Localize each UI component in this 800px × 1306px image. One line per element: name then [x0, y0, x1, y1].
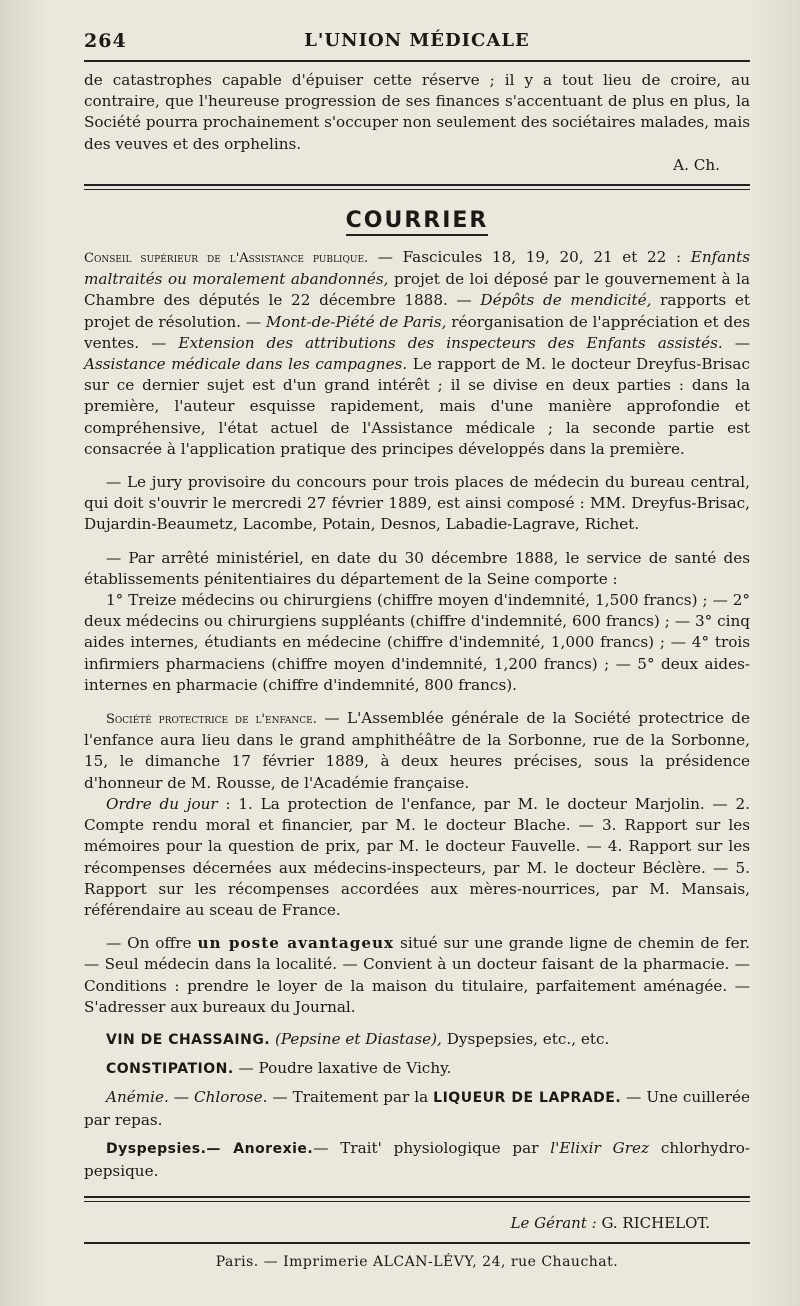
intro-signature: A. Ch. [673, 155, 720, 174]
ad-grez-tail: chlorhydro-pepsique. [84, 1138, 751, 1180]
ad-chassaing-text: Dyspepsies, etc., etc. [441, 1029, 610, 1048]
conseil-text-d: réorganisation de l'appréciation et des ventes. — [84, 312, 751, 352]
intro-signature-line [84, 155, 750, 176]
ad-laprade [84, 1086, 750, 1131]
conseil-italic-e: Assistance médicale dans les campagnes. [84, 355, 408, 374]
ad-laprade-text: — Traitement par la [267, 1087, 434, 1106]
arrete-detail-paragraph [84, 590, 750, 696]
conseil-text-e: — [722, 333, 751, 352]
jury-paragraph [84, 472, 750, 536]
arrete-intro-paragraph [84, 548, 750, 590]
societe-label: Société protectrice de l'enfance. [106, 712, 317, 728]
conseil-text-a: — Fascicules 18, 19, 20, 21 et 22 : [368, 248, 691, 267]
societe-text: — L'Assemblée générale de la Société protectrice de l'enfance aura lieu dans le grand amphithéâtre de la Sorbonne, rue de la Sorbonne, 15, le dimanche 17 février 1889, à deux heures précises, sous la présidence d'honneur de M. Rousse, de l'Académie française. [84, 709, 751, 792]
intro-paragraph [84, 70, 750, 155]
conseil-label: Conseil supérieur de l'Assistance publique. [84, 251, 369, 267]
page-number: 264 [84, 30, 127, 52]
gerant-label: Le Gérant : [510, 1213, 597, 1232]
ad-laprade-italic: Anémie. — Chlorose. [106, 1087, 268, 1106]
arrete-detail-text: 1° Treize médecins ou chirurgiens (chiffre moyen d'indemnité, 1,500 francs) ; — 2° deux médecins ou chirurgiens suppléants (chiffre d'indemnité, 600 francs) ; — 3° cinq aides internes, étudiants en médecine (chiffre d'indemnité, 1,000 francs) ; — 4° trois infirmiers pharmaciens (chiffre moyen d'indemnité, 1,200 francs) ; — 5° deux aides-internes en pharmacie (chiffre d'indemnité, 800 francs). [84, 591, 750, 694]
printer-rule [84, 1242, 750, 1244]
poste-text-a: — On offre [106, 934, 198, 953]
ad-grez [84, 1137, 750, 1182]
conseil-italic-d: Extension des attributions des inspecteurs des Enfants assistés. [178, 333, 723, 352]
ad-constipation-text: — Poudre laxative de Vichy. [233, 1058, 452, 1077]
ad-laprade-tail: — Une cuillerée par repas. [84, 1087, 750, 1129]
ad-chassaing [84, 1028, 750, 1051]
jury-text: — Le jury provisoire du concours pour trois places de médecin du bureau central, qui doit s'ouvrir le mercredi 27 février 1889, est ainsi composé : MM. Dreyfus-Brisac, Dujardin-Beaumetz, Lacombe, Potain, Desnos, Labadie-Lagrave, Richet. [84, 473, 750, 534]
ad-grez-italic: l'Elixir Grez [550, 1138, 650, 1157]
societe-paragraph [84, 708, 750, 794]
conseil-text-f: Le rapport de M. le docteur Dreyfus-Brisac sur ce dernier sujet est d'un grand intérêt ; il se divise en deux parties : dans la première, l'auteur esquisse rapidement, mais d'une manière approfondie et compréhensive, l'état actuel de l'Assistance médicale ; la seconde partie est consacrée à l'application pratique des principes développés dans la première. [84, 355, 750, 458]
poste-bold: un poste avantageux [197, 934, 395, 953]
conseil-text-c: rapports et projet de résolution. — [84, 291, 751, 331]
ad-grez-head: Dyspepsies.— Anorexie. [106, 1140, 314, 1157]
ad-chassaing-italic: (Pepsine et Diastase), [274, 1029, 442, 1048]
ordre-du-jour-label: Ordre du jour [106, 794, 218, 813]
gerant-name: G. RICHELOT. [601, 1213, 710, 1232]
footer-divider [84, 1196, 750, 1202]
ad-laprade-head: LIQUEUR DE LAPRADE. [433, 1089, 622, 1106]
intro-text: de catastrophes capable d'épuiser cette réserve ; il y a tout lieu de croire, au contraire, que l'heureuse progression de ses finances s'accentuant de plus en plus, la Société pourra prochainement s'occuper non seulement des sociétaires malades, mais des veuves et des orphelins. [84, 71, 750, 153]
gerant-line [84, 1214, 750, 1232]
ordre-du-jour-text: : 1. La protection de l'enfance, par M. le docteur Marjolin. — 2. Compte rendu moral et financier, par M. le docteur Blache. — 3. Rapport sur les mémoires pour la question de prix, par M. le docteur Fauvelle. — 4. Rapport sur les récompenses décernées aux médecins-inspecteurs, par M. le docteur Béclère. — 5. Rapport sur les récompenses accordées aux mères-nourrices, par M. Mansais, référendaire au sceau de France. [84, 794, 751, 919]
poste-text-b: situé sur une grande ligne de chemin de fer. — Seul médecin dans la localité. — Convient à un docteur faisant de la pharmacie. — Conditions : prendre le loyer de la maison du titulaire, parfaitement aménagée. — S'adresser aux bureaux du Journal. [84, 934, 750, 1016]
section-divider [84, 184, 750, 190]
printer-line: Paris. — Imprimerie ALCAN-LÉVY, 24, rue Chauchat. [215, 1253, 619, 1270]
conseil-italic-b: Dépôts de mendicité, [480, 291, 652, 310]
ad-constipation [84, 1057, 750, 1080]
ad-chassaing-head: VIN DE CHASSAING. [106, 1031, 271, 1048]
conseil-italic-a: Enfants maltraités ou moralement abandonnés, [84, 248, 750, 289]
section-title-text: COURRIER [346, 208, 489, 236]
header-rule [84, 60, 750, 62]
page-header [84, 26, 750, 56]
conseil-paragraph [84, 247, 750, 460]
arrete-intro-text: — Par arrêté ministériel, en date du 30 décembre 1888, le service de santé des établissements pénitentiaires du département de la Seine comporte : [84, 548, 750, 588]
ad-grez-text: — Trait' physiologique par [313, 1138, 551, 1157]
conseil-text-b: projet de loi déposé par le gouvernement à la Chambre des députés le 22 décembre 1888. — [84, 270, 750, 310]
ordre-du-jour-paragraph [84, 794, 750, 921]
running-title: L'UNION MÉDICALE [304, 30, 530, 51]
ad-constipation-head: CONSTIPATION. [106, 1060, 234, 1077]
poste-paragraph [84, 933, 750, 1018]
section-title [84, 208, 750, 233]
conseil-italic-c: Mont-de-Piété de Paris, [265, 312, 447, 331]
